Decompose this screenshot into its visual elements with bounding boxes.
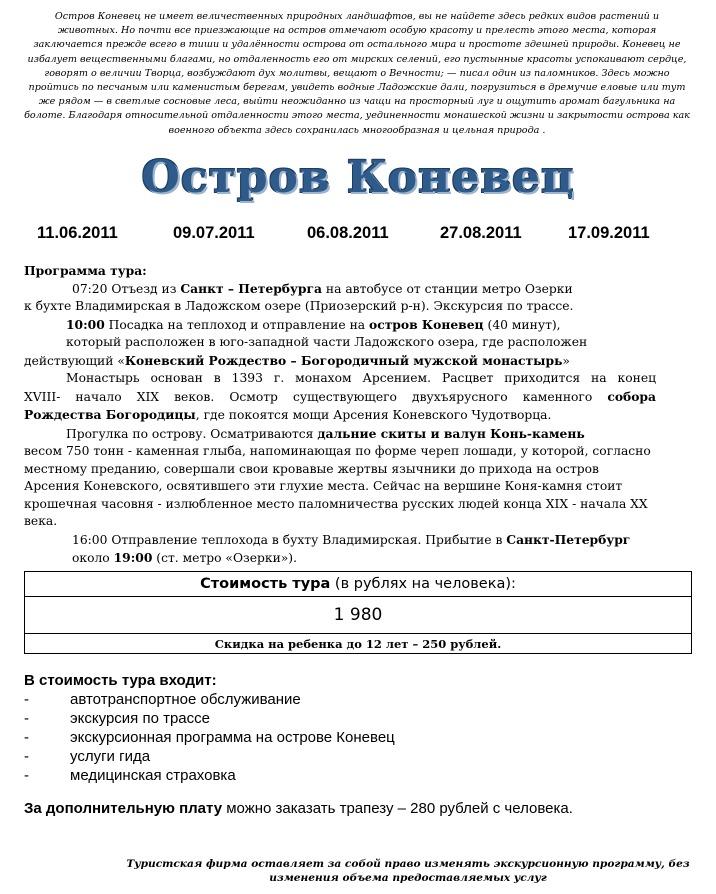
tour-date: 27.08.2011 [440, 224, 522, 242]
program-departure: 07:20 Отъезд из Санкт – Петербурга на автобусе от станции метро Озерки [72, 280, 573, 296]
child-discount: Скидка на ребенка до 12 лет – 250 рублей. [25, 634, 692, 654]
program-return: 16:00 Отправление теплохода в бухту Владимирская. Прибытие в Санкт-Петербург около 19:00 (ст. метро «Озерки»). [72, 531, 631, 565]
price-header: Стоимость тура (в рублях на человека): [25, 572, 692, 597]
list-item: - услуги гида [24, 748, 151, 765]
program-horse-stone: весом 750 тонн - каменная глыба, напоминающая по форме череп лошади, у которой, согласно местному преданию, совершали свои кровавые жертвы язычники до прихода на остров Арсения Коневского, освятившего эти глухие места. Сейчас на вершине Коня-камня стоит крошечная часовня - излюбленное место паломничества русских людей конца XIX - начала XX века. [24, 444, 651, 528]
footer-disclaimer: Туристская фирма оставляет за собой право изменять экскурсионную программу, без изменения объема предоставляемых услуг [126, 858, 690, 884]
program-history-cont: XVIII- начало XIX веков. Осмотр существующего двухъярусного каменного собора [24, 388, 656, 404]
program-location: который расположен в юго-западной части Ладожского озера, где расположен [66, 335, 588, 349]
tour-date: 09.07.2011 [173, 224, 255, 242]
tour-date: 11.06.2011 [37, 224, 118, 242]
price-amount: 1 980 [25, 597, 692, 634]
list-item: - автотранспортное обслуживание [24, 691, 301, 708]
program-heading: Программа тура: [24, 263, 147, 278]
program-boarding: 10:00 Посадка на теплоход и отправление на остров Коневец (40 минут), [66, 316, 561, 332]
program-departure-cont: к бухте Владимирская в Ладожском озере (Приозерский р-н). Экскурсия по трассе. [24, 299, 574, 313]
intro-paragraph: Остров Коневец не имеет величественных природных ландшафтов, вы не найдете здесь редких видов растений и животных. Но почти все приезжающие на остров отмечают особую красоту и прелесть этого места, которая заключается прежде всего в тиши и удалённости острова от остального мира и простоте здешней природы. Коневец не избалует вещественными благами, но отдаленность его от мирских селений, его пустынные красоты успокаивают сердце, говорят о величии Творца, возбуждают дух молитвы, вещают о Вечности; — писал один из паломников. Здесь можно пройтись по песчаным или каменистым берегам, увидеть водные Ладожские дали, погрузиться в дремучие еловые или тут же рядом — в светлые сосновые леса, выйти неожиданно из чащи на просторный луг и ощутить аромат багульника на болоте. Благодаря относительной отдаленности этого места, уединенности монашеской жизни и закрытости острова как военного объекта здесь сохранилась многообразная и цельная природа . [24, 11, 690, 136]
page-title: Остров Коневец [141, 152, 575, 203]
list-item: - экскурсия по трассе [24, 710, 210, 727]
included-list [24, 690, 684, 785]
tour-program [24, 262, 656, 568]
included-heading: В стоимость тура входит: [24, 672, 217, 689]
tour-date: 06.08.2011 [307, 224, 389, 242]
program-monastery: действующий «Коневский Рождество – Богородичный мужской монастырь» [24, 352, 570, 368]
program-cathedral: Рождества Богородицы, где покоятся мощи Арсения Коневского Чудотворца. [24, 407, 552, 422]
price-table [24, 571, 692, 654]
program-walk: Прогулка по острову. Осматриваются дальние скиты и валун Конь-камень [66, 425, 585, 441]
list-item: - экскурсионная программа на острове Коневец [24, 729, 395, 746]
program-history: Монастырь основан в 1393 г. монахом Арсением. Расцвет приходится на конец [66, 371, 656, 385]
extra-services: За дополнительную плату можно заказать трапезу – 280 рублей с человека. [24, 800, 573, 817]
list-item: - медицинская страховка [24, 767, 236, 784]
included-section [24, 671, 684, 785]
tour-date: 17.09.2011 [568, 224, 650, 242]
